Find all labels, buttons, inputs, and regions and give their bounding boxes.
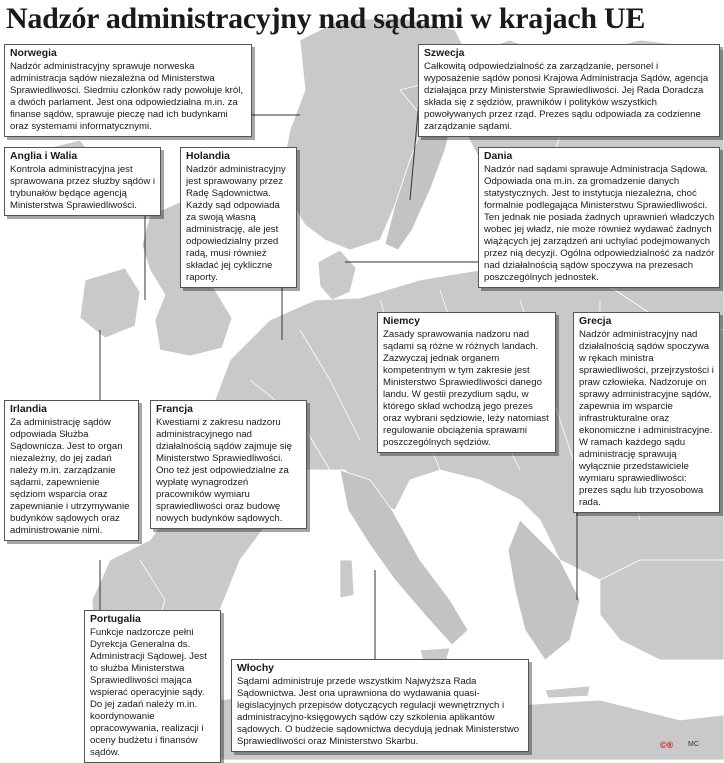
country-name: Holandia bbox=[186, 151, 230, 162]
country-name: Portugalia bbox=[90, 614, 141, 625]
card-niemcy bbox=[377, 312, 556, 453]
page-title: Nadzór administracyjny nad sądami w krajach UE bbox=[6, 2, 646, 35]
land-denmark bbox=[318, 250, 356, 300]
country-description: Za administrację sądów odpowiada Służba Sądownicza. Jest to organ niezależny, do jej zadań należy m.in. zarządzanie sądami, zapewnienie sędziom wsparcia oraz zapewnianie i utrzymywanie budynków sądowych oraz administrowanie nimi. bbox=[10, 417, 130, 536]
card-dania bbox=[478, 147, 720, 288]
country-name: Dania bbox=[484, 151, 513, 162]
publisher-logo: ©® bbox=[660, 740, 674, 750]
card-szwecja bbox=[418, 44, 720, 137]
country-name: Irlandia bbox=[10, 404, 47, 415]
card-portugalia bbox=[84, 610, 221, 763]
country-description: Nadzór administracyjny nad działalnością sądów spoczywa w rękach ministra sprawiedliwości, przejrzystości i praw człowieka. Nadzoruje on sprawy administracyjne sądów, zapewnia im wsparcie infrastrukturalne oraz ekonomiczne i administracyjne. W ramach każdego sądu administrację sprawują wyłącznie przedstawiciele wymiaru sprawiedliwości: prezes sądu lub trzyosobowa rada. bbox=[579, 329, 714, 508]
country-description: Całkowitą odpowiedzialność za zarządzanie, personel i wyposażenie sądów ponosi Krajowa Administracja Sądów, agencja działająca przy Ministerstwie Sprawiedliwości. Jej Rada Doradcza składa się z sędziów, prawników i polityków wszystkich powoływanych przez rząd. Prezes sądu odpowiada za codzienne zarządzanie sądami. bbox=[424, 61, 709, 132]
land-turkey bbox=[600, 560, 724, 660]
card-anglia-i-walia bbox=[4, 147, 161, 216]
land-crete bbox=[545, 686, 590, 698]
country-name: Francja bbox=[156, 404, 193, 415]
country-name: Anglia i Walia bbox=[10, 151, 78, 162]
card-francja bbox=[150, 400, 307, 529]
country-description: Zasady sprawowania nadzoru nad sądami są różne w różnych landach. Zazwyczaj jednak organem kompetentnym w tym zakresie jest Ministerstwo Sprawiedliwości danego landu. W gestii prezydium sądu, w którego skład wchodzą jego prezes oraz wybrani sędziowie, leży natomiast regulowanie obciążenia sprawami poszczególnych sędziów. bbox=[383, 329, 549, 448]
country-description: Kwestiami z zakresu nadzoru administracyjnego nad działalnością sądów zajmuje się Ministerstwo Sprawiedliwości. Ono też jest odpowiedzialne za wypłatę wynagrodzeń pracowników wymiaru sprawiedliwości oraz budowę nowych budynków sądowych. bbox=[156, 417, 292, 524]
country-name: Grecja bbox=[579, 316, 612, 327]
author-credit: MC bbox=[688, 741, 699, 748]
country-name: Szwecja bbox=[424, 48, 465, 59]
land-italy bbox=[340, 470, 468, 645]
land-sardinia bbox=[340, 560, 354, 598]
country-name: Niemcy bbox=[383, 316, 420, 327]
country-description: Sądami administruje przede wszystkim Najwyższa Rada Sądownictwa. Jest ona uprawniona do wydawania quasi-legislacyjnych przepisów dotyczących regulacji wewnętrznych i administracyjno-księgowych sądów czy szkolenia aplikantów sądowych. O budżecie sądownictwa decydują jednak Ministerstwo Sprawiedliwości oraz Ministerstwo Skarbu. bbox=[237, 676, 520, 747]
country-description: Kontrola administracyjna jest sprawowana przez służby sądów i trybunałów będące agencją Ministerstwa Sprawiedliwości. bbox=[10, 164, 156, 211]
card-wlochy bbox=[231, 659, 529, 752]
country-description: Nadzór administracyjny sprawuje norweska administracja sądów niezależna od Ministerstwa Sprawiedliwości. Siedmiu członków rady powołuje król, a dwóch parlament. Jest ona odpowiedzialna m.in. za finanse sądów, sprawuje pieczę nad ich budynkami oraz systemami informatycznymi. bbox=[10, 61, 244, 132]
card-norwegia bbox=[4, 44, 252, 137]
card-holandia bbox=[180, 147, 297, 288]
country-name: Norwegia bbox=[10, 48, 57, 59]
country-description: Nadzór administracyjny jest sprawowany przez Radę Sądownictwa. Każdy sąd odpowiada za swoją własną administrację, ale jest odpowiedzialny przed radą, musi również składać jej cykliczne raporty. bbox=[186, 164, 286, 283]
card-irlandia bbox=[4, 400, 139, 541]
card-grecja bbox=[573, 312, 720, 513]
country-description: Funkcje nadzorcze pełni Dyrekcja Generalna ds. Administracji Sądowej. Jest to służba Ministerstwa Sprawiedliwości mająca wspierać operacyjnie sądy. Do jej zadań należy m.in. koordynowanie opracowywania, realizacji i oceny budżetu i finansów sądów. bbox=[90, 627, 207, 758]
land-ireland bbox=[80, 268, 140, 338]
country-name: Włochy bbox=[237, 663, 274, 674]
country-description: Nadzór nad sądami sprawuje Administracja Sądowa. Odpowiada ona m.in. za gromadzenie danych statystycznych. Jest to instytucja niezależna, choć formalnie podlegająca Ministerstwu Sprawiedliwości. Ten jednak nie posiada żadnych uprawnień władczych wobec jej władz, nie może również wydawać żadnych wiążących jej zarządzeń ani uchylać podejmowanych przez nią decyzji. Ogólna odpowiedzialność za nadzór nad działalnością sądów spoczywa na prezesach poszczególnych jednostek. bbox=[484, 164, 715, 283]
